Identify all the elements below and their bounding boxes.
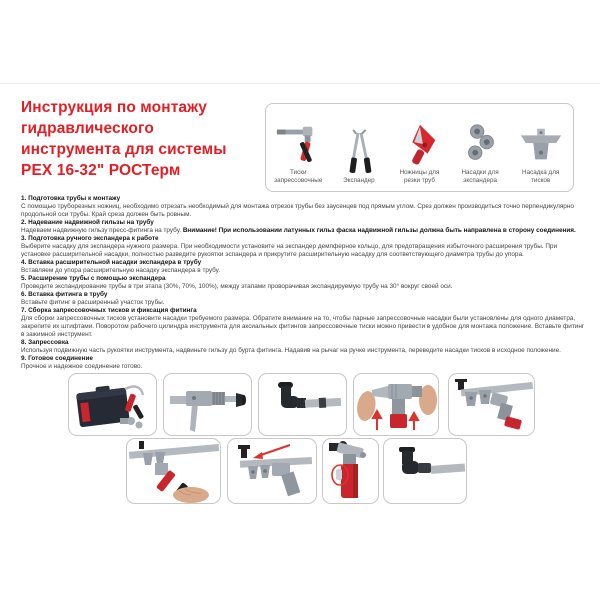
expander-icon [335, 129, 383, 175]
instruction-body: Проведите экспандирование трубы в три этапа (30%, 70%, 100%), между этапами проворачивая экспандируемую трубу на 30° вокруг своей оси. [21, 283, 453, 290]
expand-pipe-photo [449, 374, 534, 435]
tool-cell-expander-heads [450, 108, 511, 187]
instruction-body: Надеваем надвижную гильзу пресс-фитинга на трубу. Внимание! При использовании латунных гильз фаска надвижной гильзы должна быть направлена в сторону соединения. [21, 227, 576, 234]
instruction-item [21, 291, 587, 307]
instruction-title: 9. Готовое соединение [21, 355, 93, 362]
instruction-body: Вставляем до упора расширительную насадку экспандера в трубу. [21, 267, 220, 274]
instruction-title: 1. Подготовка трубы к монтажу [21, 195, 121, 202]
instruction-body: С помощью труборезных ножниц, необходимо отрезать необходимый для монтажа отрезок трубы без заусенцев под прямым углом. Срез должен производиться точно перпендикулярно продольной оси трубы. Край среза должен быть ровным. [21, 203, 574, 218]
figure-insert-fitting-arrow [227, 438, 317, 504]
figure-toolkit-case [68, 373, 157, 436]
press-tool-on-pipe-photo [127, 439, 220, 503]
page-title [21, 97, 273, 181]
instruction-item [21, 307, 587, 339]
instruction-title: 5. Расширение трубы с помощью экспандера [21, 275, 166, 282]
tool-label: Насадка для тисков [522, 169, 560, 184]
attach-expander-head-photo [354, 374, 438, 435]
expander-heads-icon [456, 121, 504, 167]
instruction-title: 8. Запрессовка [21, 339, 69, 346]
tool-label: Насадки для экспандера [461, 169, 499, 184]
instructions-list [21, 195, 587, 371]
instruction-body: Прочное и надежное соединение готово. [21, 363, 143, 370]
tool-label: Ножницы для резки труб [399, 169, 440, 184]
finished-joint-photo [384, 439, 466, 503]
instruction-item [21, 355, 587, 371]
figure-press-tool-on-pipe [126, 438, 221, 504]
instruction-body: Используя подвижную часть рукоятки инструмента, надвиньте гильзу до бурта фитинга. Надавив на рычаг на ручке инструмента, переведите насадки тисков в исходное положение. [21, 347, 561, 354]
instruction-item [21, 195, 587, 219]
tool-cell-press-vise [268, 108, 329, 187]
tool-cell-expander [329, 108, 390, 187]
toolkit-case-photo [69, 374, 156, 435]
instruction-body: Вставьте фитинг в расширенный участок трубы. [21, 299, 165, 306]
instruction-title: 4. Вставка расширительной насадки экспандера в трубу [21, 259, 202, 266]
instruction-item [21, 259, 587, 275]
expander-with-head-photo [164, 374, 251, 435]
figure-expander-with-head [163, 373, 252, 436]
instruction-body: Выберите насадку для экспандера нужного размера. При необходимости установите на экспандер демпферное кольцо, для предотвращения избыточного расширения трубы. При установке расширительной насадки, полностью разведите рукоятки эспандера и прикрутите расширительную насадку для соответствующего диаметра трубы до упора. [21, 243, 558, 258]
instruction-title: 3. Подготовка ручного экспандера к работе [21, 235, 159, 242]
press-vise-icon [274, 121, 322, 167]
header-divider [0, 83, 600, 84]
sleeve-on-pipe-photo [259, 374, 346, 435]
page-title-line: PEX 16-32" РОСТерм [21, 162, 181, 179]
vise-insert-icon [517, 121, 565, 167]
pipe-cutter-icon [395, 121, 443, 167]
figure-finished-joint [383, 438, 467, 504]
release-lever-circled-photo [323, 439, 378, 503]
instruction-title: 6. Вставка фитинга в трубу [21, 291, 108, 298]
instruction-title: 2. Надевание надвижной гильзы на трубу [21, 219, 154, 226]
figure-release-lever-circled [322, 438, 379, 504]
figure-attach-expander-head [353, 373, 439, 436]
page-title-line: гидравлического [21, 120, 154, 137]
instruction-item [21, 219, 587, 235]
instruction-item [21, 275, 587, 291]
tool-label: Экспандер [343, 176, 375, 184]
instruction-item [21, 235, 587, 259]
tool-cell-pipe-cutter [389, 108, 450, 187]
instruction-title: 7. Сборка запрессовочных тисков и фиксация фитинга [21, 307, 197, 314]
tool-cell-vise-insert [510, 108, 571, 187]
tools-panel [265, 103, 574, 192]
instruction-item [21, 339, 587, 355]
page-title-line: Инструкция по монтажу [21, 99, 207, 116]
insert-fitting-arrow-photo [228, 439, 316, 503]
figure-sleeve-on-pipe [258, 373, 347, 436]
page-title-line: инструмента для системы [21, 141, 227, 158]
tool-label: Тиски запрессовочные [274, 169, 323, 184]
figure-expand-pipe [448, 373, 535, 436]
instruction-body: Для сборки запрессовочных тисков установите насадки требуемого размера. Обратите внимание на то, чтобы парные запрессовочные насадки были установлены для одного диаметра, закрепите их штифтами. Поворотом рабочего цилиндра инструмента для аксиальных фитингов запрессовочные тиски можно привести в удобное для монтажа положение. Вставьте фитинг в зажимной инструмент. [21, 315, 585, 338]
